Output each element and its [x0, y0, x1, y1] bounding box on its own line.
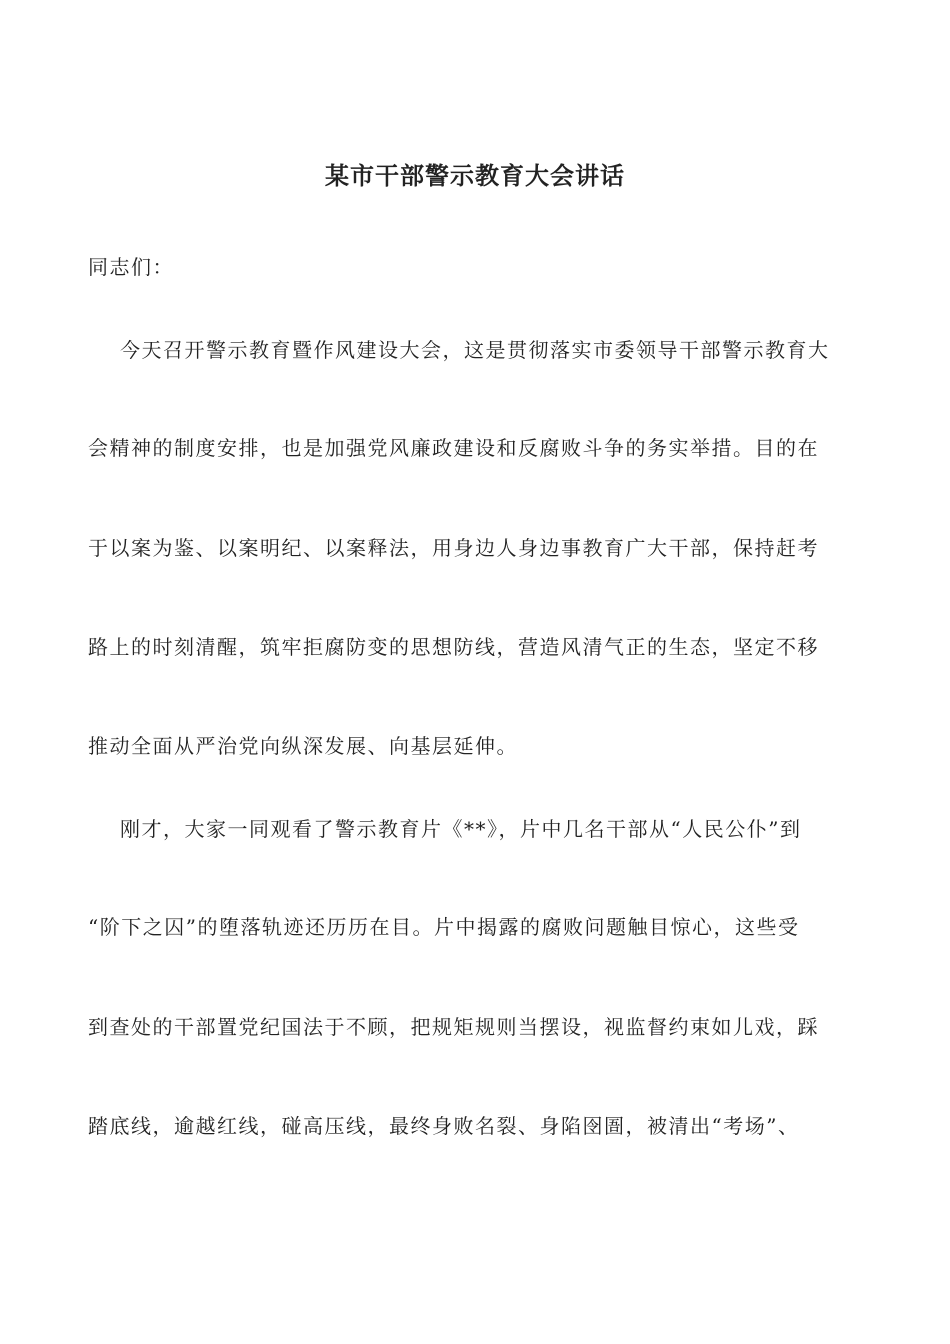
paragraph-line: 今天召开警示教育暨作风建设大会，这是贯彻落实市委领导干部警示教育大	[120, 338, 830, 362]
document-title: 某市干部警示教育大会讲话	[325, 161, 625, 190]
paragraph-line: 踏底线，逾越红线，碰高压线，最终身败名裂、身陷囹圄，被清出“考场”、	[88, 1114, 800, 1138]
paragraph-line: 路上的时刻清醒，筑牢拒腐防变的思想防线，营造风清气正的生态，坚定不移	[88, 635, 819, 659]
paragraph-line: 推动全面从严治党向纵深发展、向基层延伸。	[88, 734, 518, 758]
paragraph-line: 到查处的干部置党纪国法于不顾，把规矩规则当摆设，视监督约束如儿戏，踩	[88, 1015, 819, 1039]
paragraph-line: “阶下之囚”的堕落轨迹还历历在目。片中揭露的腐败问题触目惊心，这些受	[88, 915, 800, 939]
paragraph-line: 刚才，大家一同观看了警示教育片《**》，片中几名干部从“人民公仆”到	[120, 817, 802, 841]
salutation: 同志们：	[88, 255, 174, 279]
paragraph-line: 会精神的制度安排，也是加强党风廉政建设和反腐败斗争的务实举措。目的在	[88, 436, 819, 460]
paragraph-line: 于以案为鉴、以案明纪、以案释法，用身边人身边事教育广大干部，保持赶考	[88, 536, 819, 560]
